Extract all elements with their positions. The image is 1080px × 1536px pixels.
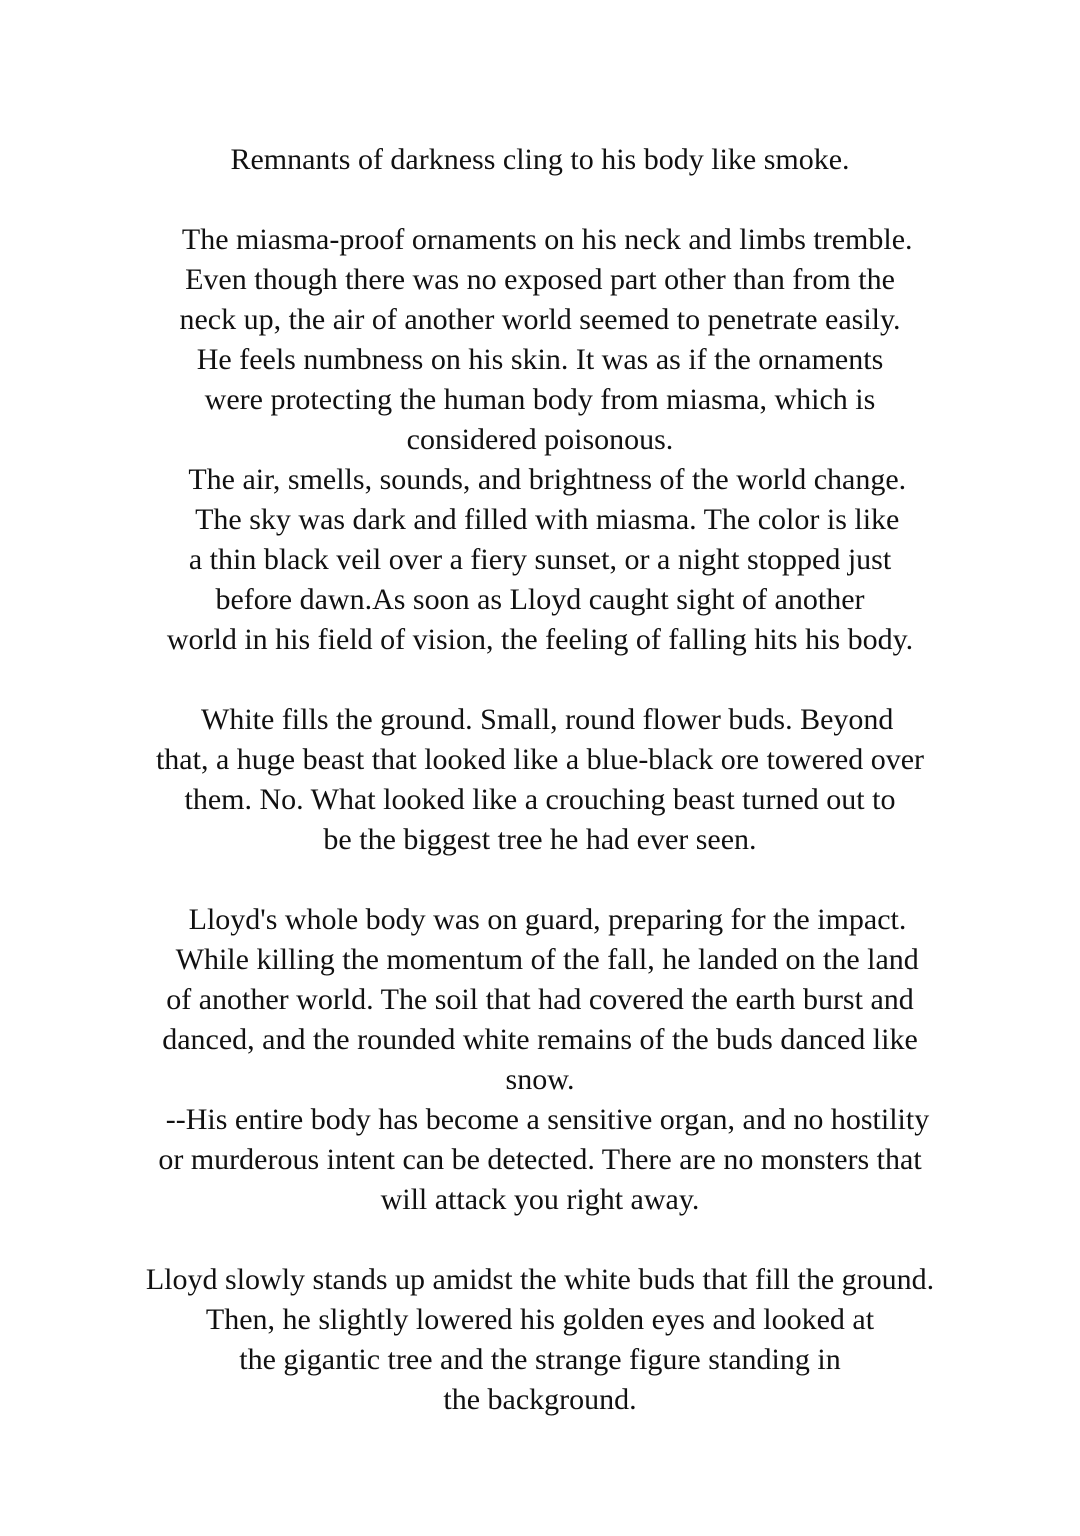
text-line: considered poisonous.	[406, 423, 674, 456]
text-line: White fills the ground. Small, round flower buds. Beyond	[186, 703, 894, 736]
text-line: before dawn.As soon as Lloyd caught sight of another	[215, 583, 865, 616]
text-line: While killing the momentum of the fall, he landed on the land	[161, 943, 919, 976]
text-line: neck up, the air of another world seemed to penetrate easily.	[179, 303, 901, 336]
text-line: Lloyd's whole body was on guard, preparing for the impact.	[173, 903, 907, 936]
text-line: danced, and the rounded white remains of the buds danced like	[162, 1023, 918, 1056]
text-line: were protecting the human body from miasma, which is	[204, 383, 876, 416]
text-line: --His entire body has become a sensitive organ, and no hostility	[150, 1103, 930, 1136]
text-line: He feels numbness on his skin. It was as if the ornaments	[196, 343, 884, 376]
paragraph-gap	[40, 1220, 1040, 1260]
text-line: Even though there was no exposed part other than from the	[185, 263, 895, 296]
text-line: The miasma-proof ornaments on his neck and limbs tremble.	[167, 223, 913, 256]
text-line: The sky was dark and filled with miasma. The color is like	[180, 503, 900, 536]
text-line: the gigantic tree and the strange figure standing in	[239, 1343, 841, 1376]
text-line: snow.	[505, 1063, 575, 1096]
text-line: Then, he slightly lowered his golden eyes and looked at	[205, 1303, 875, 1336]
text-line: the background.	[443, 1383, 637, 1416]
text-line: will attack you right away.	[380, 1183, 700, 1216]
text-line: that, a huge beast that looked like a blue-black ore towered over	[155, 743, 925, 776]
paragraph-gap	[40, 860, 1040, 900]
text-line: Lloyd slowly stands up amidst the white buds that fill the ground.	[145, 1263, 935, 1296]
text-line: of another world. The soil that had covered the earth burst and	[166, 983, 914, 1016]
text-line: The air, smells, sounds, and brightness of the world change.	[173, 463, 907, 496]
text-line: a thin black veil over a fiery sunset, or a night stopped just	[188, 543, 892, 576]
text-line: or murderous intent can be detected. There are no monsters that	[158, 1143, 922, 1176]
text-line: Remnants of darkness cling to his body like smoke.	[230, 143, 850, 176]
paragraph-gap	[40, 180, 1040, 220]
paragraph-gap	[40, 660, 1040, 700]
text-line: world in his field of vision, the feeling of falling hits his body.	[166, 623, 914, 656]
text-line: them. No. What looked like a crouching beast turned out to	[184, 783, 896, 816]
text-line: be the biggest tree he had ever seen.	[323, 823, 757, 856]
story-text	[40, 140, 1040, 1420]
